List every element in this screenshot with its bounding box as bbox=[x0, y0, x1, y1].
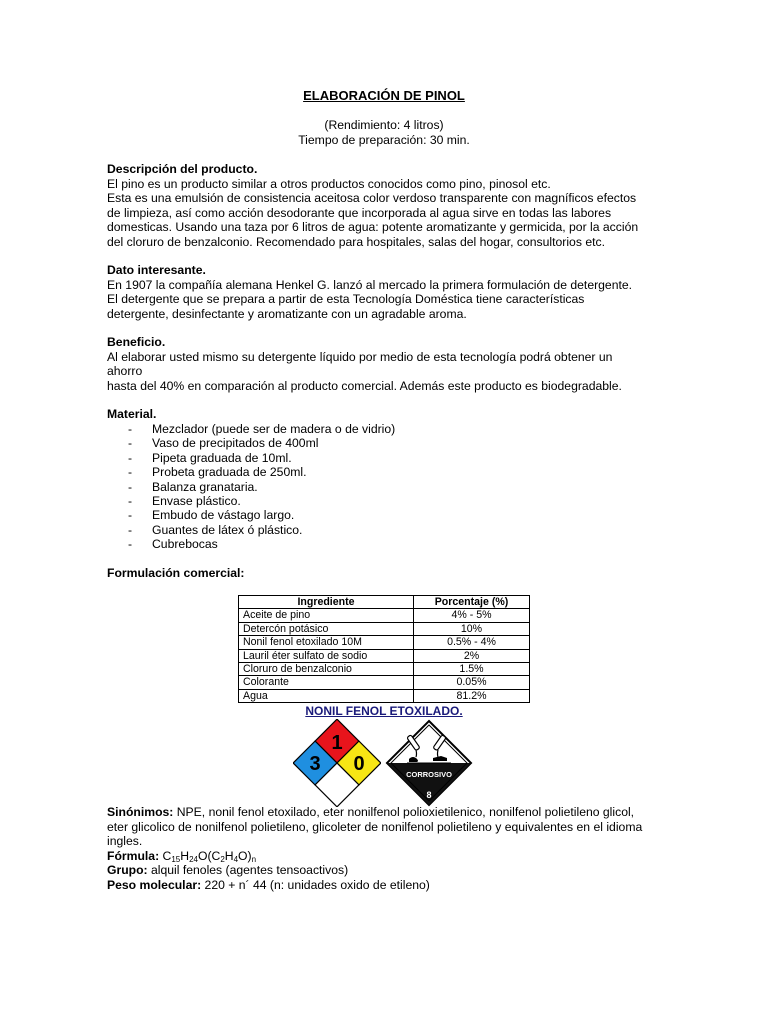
table-row bbox=[239, 622, 530, 635]
ingredient-cell: Colorante bbox=[239, 676, 414, 689]
yield-text: (Rendimiento: 4 litros) bbox=[324, 118, 444, 132]
fact-line: El detergente que se prepara a partir de esta Tecnología Doméstica tiene características bbox=[107, 292, 585, 307]
description-line: de limpieza, así como acción desodorante que incorporada al agua sirve en todas las labores bbox=[107, 205, 612, 220]
synonyms-text: NPE, nonil fenol etoxilado, eter nonilfenol polioxietilenico, nonilfenol polietileno glicol, bbox=[173, 805, 635, 819]
synonyms-line: ingles. bbox=[107, 834, 143, 849]
synonyms-line: eter glicolico de nonilfenol polietileno, glicoleter de nonilfenol polietileno y equivalentes en el idioma bbox=[107, 819, 643, 834]
list-item: - Mezclador (puede ser de madera o de vidrio) bbox=[128, 422, 396, 436]
material-list bbox=[128, 422, 528, 552]
benefit-section bbox=[107, 335, 667, 393]
table-header-row bbox=[239, 596, 530, 609]
list-item: - Cubrebocas bbox=[128, 537, 218, 552]
list-item: - Pipeta graduada de 10ml. bbox=[128, 450, 292, 465]
benefit-line: hasta del 40% en comparación al producto comercial. Además este producto es biodegradable. bbox=[107, 378, 622, 393]
properties-section bbox=[107, 805, 667, 893]
percentage-cell: 10% bbox=[414, 622, 530, 635]
description-line: Esta es una emulsión de consistencia aceitosa color verdoso transparente con magníficos efectos bbox=[107, 191, 637, 206]
prep-time-text: Tiempo de preparación: 30 min. bbox=[298, 133, 470, 147]
reactivity-rating: 0 bbox=[353, 753, 365, 775]
formula-value: $C_{15}H_{24}O(C_2H_4O)_n$ bbox=[162, 848, 257, 864]
health-rating: 3 bbox=[309, 753, 321, 775]
molecular-weight-value: 220 + n´ 44 (n: unidades oxido de etileno) bbox=[201, 877, 430, 892]
benefit-line: Al elaborar usted mismo su detergente líquido por medio de esta tecnología podrá obtener un bbox=[107, 349, 613, 364]
ingredient-cell: Lauril éter sulfato de sodio bbox=[239, 649, 414, 662]
list-item: - Embudo de vástago largo. bbox=[128, 508, 295, 523]
percentage-cell: 4% - 5% bbox=[414, 609, 530, 622]
description-section bbox=[107, 162, 667, 250]
page-title: ELABORACIÓN DE PINOL bbox=[303, 88, 465, 103]
percentage-cell: 0.05% bbox=[414, 676, 530, 689]
list-item: - Vaso de precipitados de 400ml bbox=[128, 436, 319, 451]
column-header-percentage: Porcentaje (%) bbox=[414, 596, 530, 609]
description-line: domesticas. Usando una taza por 6 litros de agua: potente aromatizante y germicida, por la acción bbox=[107, 220, 639, 235]
percentage-cell: 2% bbox=[414, 649, 530, 662]
table-row bbox=[239, 676, 530, 689]
table-row bbox=[239, 663, 530, 676]
description-line: del cloruro de benzalconio. Recomendado para hospitales, salas del hogar, consultorios etc. bbox=[107, 234, 605, 249]
list-item: - Balanza granataria. bbox=[128, 479, 258, 494]
description-line: El pino es un producto similar a otros productos conocidos como pino, pinosol etc. bbox=[107, 176, 551, 191]
ingredient-cell: Agua bbox=[239, 689, 414, 702]
molecular-weight-label: Peso molecular: bbox=[107, 877, 202, 892]
benefit-line: ahorro bbox=[107, 364, 143, 379]
table-row bbox=[239, 636, 530, 649]
fact-section bbox=[107, 263, 667, 321]
corrosive-placard-icon bbox=[385, 719, 473, 807]
material-heading: Material. bbox=[107, 407, 157, 421]
synonyms-line bbox=[107, 805, 667, 820]
molecular-weight-line bbox=[107, 878, 667, 893]
ingredient-cell: Cloruro de benzalconio bbox=[239, 663, 414, 676]
ingredient-cell: Nonil fenol etoxilado 10M bbox=[239, 636, 414, 649]
fact-heading: Dato interesante. bbox=[107, 263, 206, 277]
nonil-fenol-heading: NONIL FENOL ETOXILADO. bbox=[305, 704, 463, 718]
synonyms-label: Sinónimos: bbox=[107, 805, 174, 819]
formulation-table bbox=[238, 595, 530, 703]
group-value: alquil fenoles (agentes tensoactivos) bbox=[147, 863, 349, 878]
fact-line: detergente, desinfectante y aromatizante con un agradable aroma. bbox=[107, 306, 467, 321]
table-row bbox=[239, 609, 530, 622]
formula-label: Fórmula: bbox=[107, 848, 160, 863]
fact-line: En 1907 la compañía alemana Henkel G. lanzó al mercado la primera formulación de detergente. bbox=[107, 277, 633, 292]
ingredient-cell: Aceite de pino bbox=[239, 609, 414, 622]
flammability-rating: 1 bbox=[331, 732, 343, 754]
percentage-cell: 0.5% - 4% bbox=[414, 636, 530, 649]
list-item: - Guantes de látex ó plástico. bbox=[128, 522, 303, 537]
nfpa-diamond-icon bbox=[293, 719, 381, 807]
corrosive-label: CORROSIVO bbox=[406, 770, 452, 779]
table-row bbox=[239, 649, 530, 662]
list-item: - Probeta graduada de 250ml. bbox=[128, 465, 307, 480]
column-header-ingredient: Ingrediente bbox=[239, 596, 414, 609]
ingredient-cell: Detercón potásico bbox=[239, 622, 414, 635]
table-row bbox=[239, 689, 530, 702]
description-heading: Descripción del producto. bbox=[107, 162, 258, 176]
formulation-heading: Formulación comercial: bbox=[107, 566, 245, 580]
list-item: - Envase plástico. bbox=[128, 493, 241, 508]
percentage-cell: 1.5% bbox=[414, 663, 530, 676]
benefit-heading: Beneficio. bbox=[107, 335, 166, 349]
percentage-cell: 81.2% bbox=[414, 689, 530, 702]
hazard-class-number: 8 bbox=[426, 790, 432, 800]
group-label: Grupo: bbox=[107, 863, 148, 878]
formula-line bbox=[107, 849, 667, 864]
group-line bbox=[107, 863, 667, 878]
